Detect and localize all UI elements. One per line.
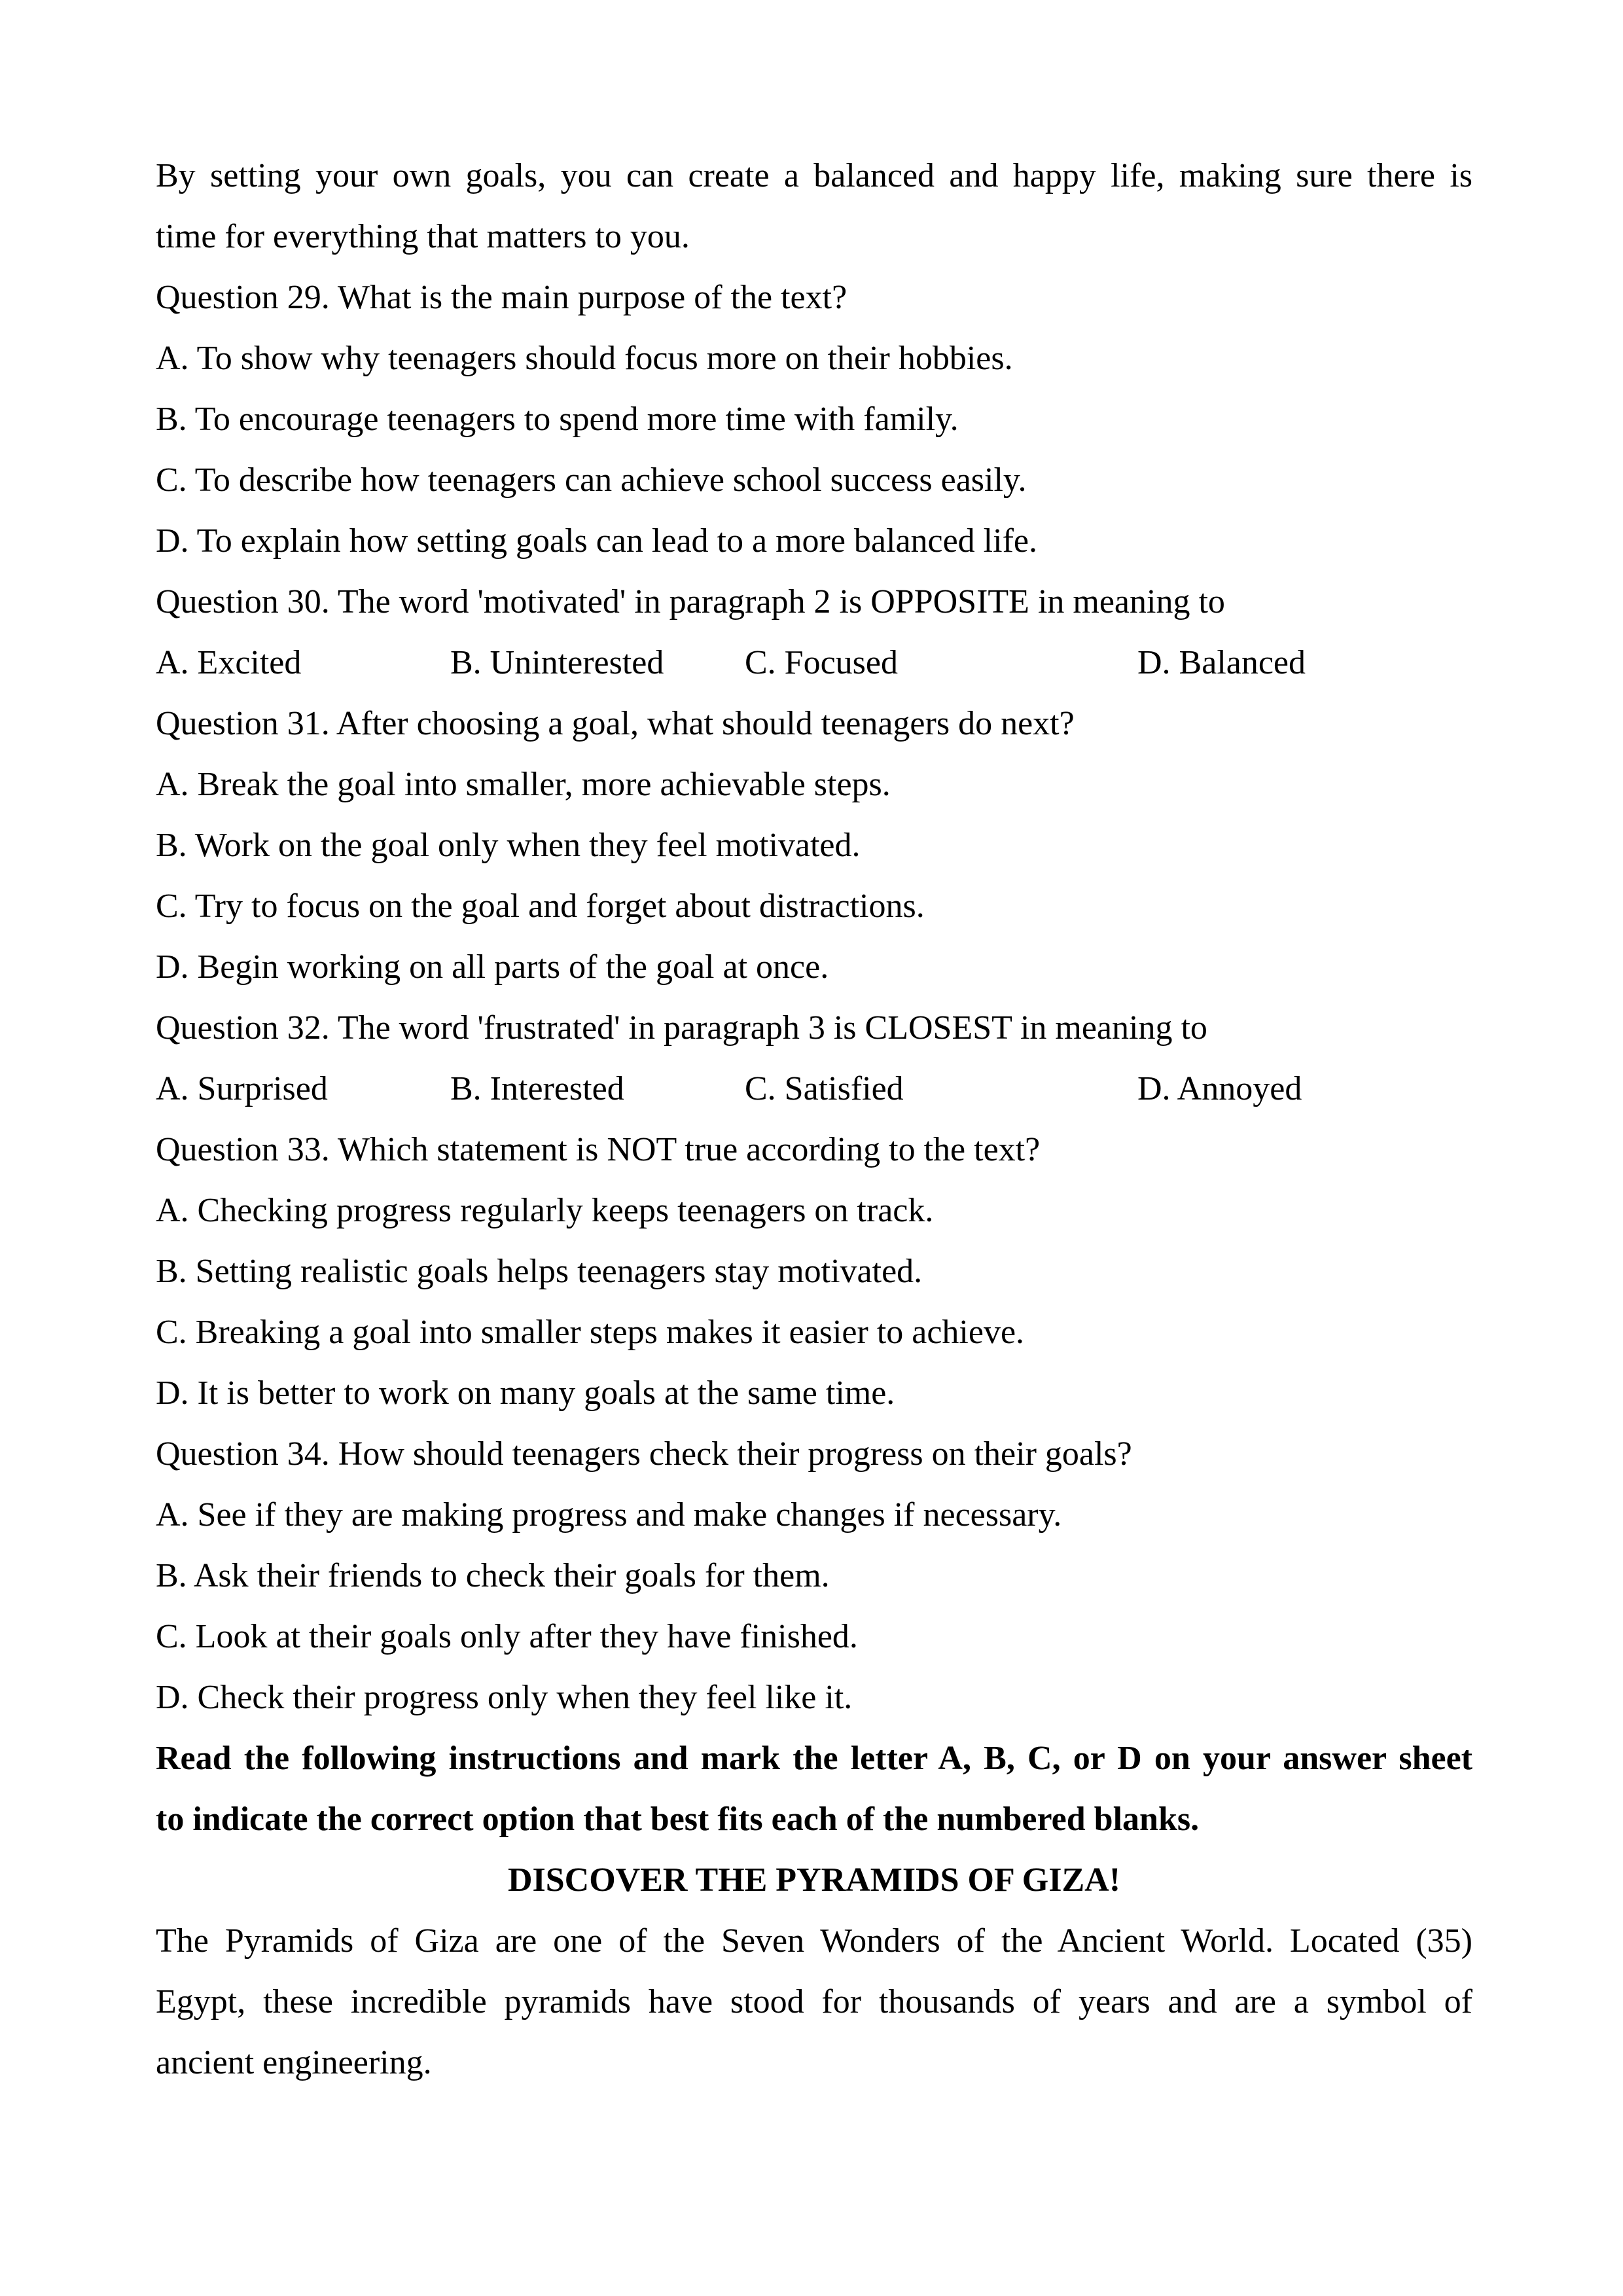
option-d: D. It is better to work on many goals at the same time. [156, 1374, 895, 1412]
question-30 [156, 571, 1472, 693]
option-d: D. Check their progress only when they feel like it. [156, 1679, 853, 1716]
option-a: A. To show why teenagers should focus more on their hobbies. [156, 340, 1013, 377]
question-stem: Question 34. How should teenagers check their progress on their goals? [156, 1435, 1132, 1473]
intro-line-2: time for everything that matters to you. [156, 218, 690, 255]
option-a: A. Break the goal into smaller, more achievable steps. [156, 766, 891, 803]
instructions-line-1: Read the following instructions and mark the letter A, B, C, or D on your answer sheet [156, 1740, 1472, 1777]
question-32 [156, 997, 1472, 1119]
question-stem: Question 31. After choosing a goal, what should teenagers do next? [156, 705, 1075, 742]
option-c: C. Focused [745, 644, 898, 681]
option-d: D. Balanced [1137, 644, 1306, 681]
option-c: C. Look at their goals only after they have finished. [156, 1618, 858, 1655]
passage-title: DISCOVER THE PYRAMIDS OF GIZA! [507, 1861, 1121, 1899]
option-d: D. Begin working on all parts of the goal at once. [156, 948, 829, 986]
passage-line-1: The Pyramids of Giza are one of the Seven Wonders of the Ancient World. Located (35) [156, 1922, 1472, 1960]
question-33 [156, 1119, 1472, 1424]
question-stem: Question 32. The word 'frustrated' in paragraph 3 is CLOSEST in meaning to [156, 1009, 1207, 1047]
question-34 [156, 1424, 1472, 1728]
options-row [156, 1058, 1472, 1119]
option-a: A. Excited [156, 644, 302, 681]
passage-body [156, 1910, 1472, 2093]
option-a: A. Surprised [156, 1070, 328, 1107]
passage-line-2: Egypt, these incredible pyramids have stood for thousands of years and are a symbol of [156, 1983, 1472, 2020]
question-stem: Question 30. The word 'motivated' in paragraph 2 is OPPOSITE in meaning to [156, 583, 1225, 620]
passage-line-3: ancient engineering. [156, 2044, 432, 2081]
option-c: C. Satisfied [745, 1070, 904, 1107]
question-31 [156, 693, 1472, 997]
document-page [156, 145, 1472, 2093]
option-c: C. To describe how teenagers can achieve school success easily. [156, 461, 1027, 499]
option-b: B. Ask their friends to check their goals for them. [156, 1557, 830, 1594]
option-b: B. Interested [450, 1070, 624, 1107]
question-stem: Question 29. What is the main purpose of the text? [156, 279, 847, 316]
option-b: B. Work on the goal only when they feel motivated. [156, 827, 861, 864]
instructions-line-2: to indicate the correct option that best fits each of the numbered blanks. [156, 1801, 1200, 1838]
question-stem: Question 33. Which statement is NOT true according to the text? [156, 1131, 1041, 1168]
option-c: C. Breaking a goal into smaller steps makes it easier to achieve. [156, 1314, 1025, 1351]
question-29 [156, 267, 1472, 571]
option-b: B. Setting realistic goals helps teenagers stay motivated. [156, 1253, 923, 1290]
instructions [156, 1728, 1472, 1850]
option-b: B. To encourage teenagers to spend more time with family. [156, 401, 959, 438]
option-a: A. Checking progress regularly keeps teenagers on track. [156, 1192, 934, 1229]
option-a: A. See if they are making progress and make changes if necessary. [156, 1496, 1062, 1534]
option-d: D. Annoyed [1137, 1070, 1302, 1107]
option-b: B. Uninterested [450, 644, 664, 681]
option-d: D. To explain how setting goals can lead to a more balanced life. [156, 522, 1037, 560]
options-row [156, 632, 1472, 693]
intro-line-1: By setting your own goals, you can create a balanced and happy life, making sure there is [156, 157, 1472, 194]
option-c: C. Try to focus on the goal and forget about distractions. [156, 888, 925, 925]
